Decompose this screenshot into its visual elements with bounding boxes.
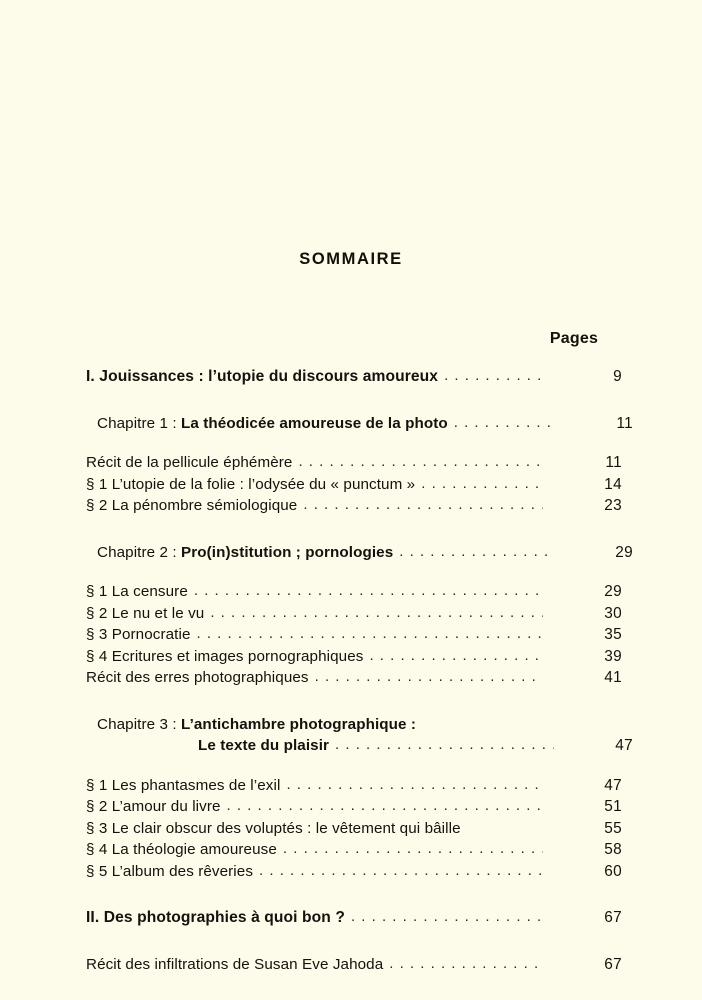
dot-leader (315, 666, 543, 681)
toc-entry-page: 39 (604, 647, 622, 665)
spacer (86, 517, 622, 542)
dot-leader (454, 412, 554, 427)
toc-entry-label: § 1 La censure (86, 583, 188, 600)
toc-entry-label: § 4 Ecritures et images pornographiques (86, 647, 364, 665)
chapter-prefix: Chapitre 2 : (97, 543, 182, 561)
chapter-title: Pro(in)stitution ; pornologies (181, 543, 394, 561)
toc-subentry[interactable] (86, 667, 622, 689)
chapter-title: L’antichambre photographique : (181, 715, 417, 733)
dot-leader (283, 838, 543, 853)
toc-subentry[interactable] (86, 495, 622, 517)
spacer (86, 689, 622, 714)
toc-entry-chapter-2[interactable] (86, 542, 633, 564)
chapter-title: La théodicée amoureuse de la photo (181, 414, 448, 432)
table-of-contents (86, 366, 633, 975)
toc-entry-page: 29 (604, 583, 622, 600)
dot-leader (369, 645, 543, 660)
toc-subentry[interactable] (86, 861, 622, 883)
toc-subentry[interactable] (86, 839, 622, 861)
toc-entry-page: 30 (604, 604, 622, 622)
toc-entry-label: § 1 L’utopie de la folie : l’odysée du « punctum » (86, 475, 416, 493)
toc-entry-page: 55 (604, 819, 622, 837)
toc-entry-part-2[interactable] (86, 907, 622, 929)
toc-subentry[interactable] (86, 646, 622, 668)
toc-subentry[interactable] (86, 624, 622, 646)
toc-subentry[interactable] (86, 581, 622, 603)
spacer (86, 882, 622, 907)
toc-entry-page: 58 (604, 841, 622, 859)
dot-leader (351, 906, 543, 921)
toc-entry-page: 11 (605, 454, 622, 471)
toc-entry-page: 51 (604, 798, 622, 816)
toc-entry-label: Récit de la pellicule éphémère (86, 454, 293, 471)
toc-entry-label (97, 714, 416, 736)
toc-entry-label: § 2 L’amour du livre (86, 798, 221, 816)
dot-leader (194, 580, 543, 595)
toc-entry-label: Le texte du plaisir (198, 737, 330, 755)
dot-leader (227, 795, 543, 810)
dot-leader (197, 623, 544, 638)
spacer (86, 563, 622, 581)
toc-subentry[interactable] (86, 474, 622, 496)
toc-entry-label: § 3 Pornocratie (86, 626, 191, 643)
toc-entry-chapter-1[interactable] (86, 413, 633, 435)
toc-entry-page: 35 (604, 626, 622, 643)
toc-entry-chapter-3[interactable] (86, 714, 633, 736)
toc-entry-chapter-3-line2[interactable] (86, 735, 633, 757)
dot-leader (421, 473, 543, 488)
toc-entry-page: 11 (616, 414, 633, 432)
dot-leader (303, 494, 543, 509)
dot-leader (210, 602, 543, 617)
toc-subentry[interactable] (86, 796, 622, 818)
toc-entry-page: 67 (604, 955, 622, 973)
toc-entry-page: 47 (615, 737, 633, 755)
dot-leader (467, 817, 543, 832)
toc-subentry[interactable] (86, 603, 622, 625)
dot-leader (259, 860, 543, 875)
toc-entry-label (97, 542, 393, 564)
toc-entry-label: § 2 La pénombre sémiologique (86, 497, 298, 514)
spacer (86, 757, 622, 775)
toc-subentry[interactable] (86, 818, 622, 840)
toc-entry-label: I. Jouissances : l’utopie du discours amoureux (86, 368, 439, 385)
toc-entry-label: § 5 L’album des rêveries (86, 862, 254, 880)
toc-entry-label: Récit des erres photographiques (86, 669, 309, 686)
chapter-prefix: Chapitre 3 : (97, 715, 182, 733)
toc-entry-page: 47 (604, 776, 622, 794)
spacer (86, 434, 622, 452)
toc-subentry[interactable] (86, 954, 622, 976)
toc-subentry[interactable] (86, 452, 622, 474)
toc-entry-label: § 4 La théologie amoureuse (86, 841, 277, 859)
toc-entry-label: II. Des photographies à quoi bon ? (86, 909, 345, 927)
toc-entry-page: 23 (604, 497, 622, 514)
toc-entry-page: 67 (604, 909, 622, 927)
dot-leader (444, 365, 543, 380)
dot-leader (335, 734, 554, 749)
toc-entry-label: Récit des infiltrations de Susan Eve Jahoda (86, 955, 384, 973)
page-title: SOMMAIRE (299, 250, 403, 268)
toc-entry-label: § 2 Le nu et le vu (86, 604, 205, 622)
spacer (86, 388, 622, 413)
dot-leader (399, 541, 554, 556)
toc-entry-label: § 3 Le clair obscur des voluptés : le vêtement qui bâille (86, 819, 461, 837)
dot-leader (298, 451, 543, 466)
dot-leader (422, 713, 554, 728)
toc-entry-page: 41 (604, 669, 622, 686)
toc-entry-label: § 1 Les phantasmes de l’exil (86, 776, 281, 794)
toc-entry-page: 29 (615, 543, 633, 561)
toc-entry-part-1[interactable] (86, 366, 622, 388)
toc-entry-page: 9 (613, 368, 622, 385)
dot-leader (286, 774, 543, 789)
toc-entry-label (97, 413, 448, 435)
chapter-prefix: Chapitre 1 : (97, 414, 182, 432)
toc-entry-page: 14 (604, 475, 622, 493)
spacer (86, 929, 622, 954)
toc-subentry[interactable] (86, 775, 622, 797)
toc-entry-page: 60 (604, 862, 622, 880)
dot-leader (389, 953, 543, 968)
pages-column-header: Pages (549, 330, 599, 347)
